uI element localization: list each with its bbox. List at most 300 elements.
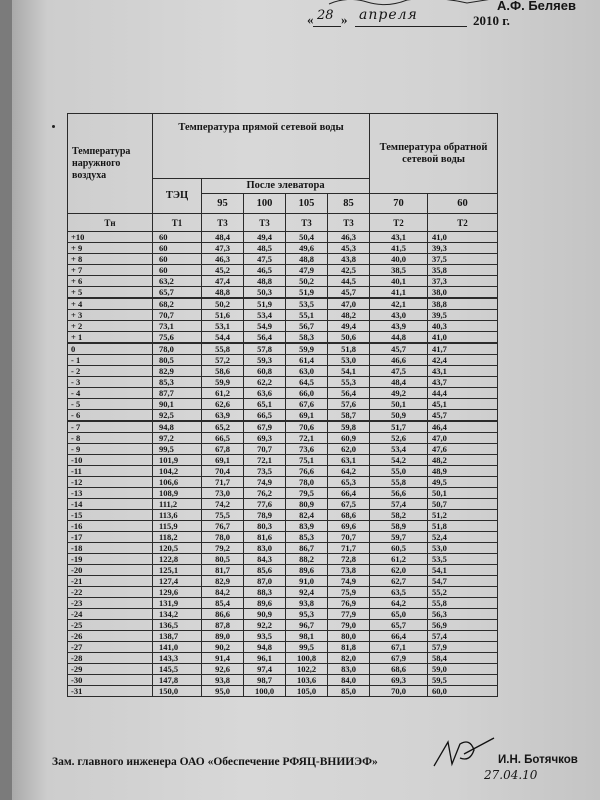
cell-elev-100: 63,6 bbox=[244, 388, 286, 399]
cell-outdoor-temp: -16 bbox=[68, 521, 153, 532]
month-underline bbox=[355, 26, 467, 27]
cell-tec-t1: 87,7 bbox=[153, 388, 202, 399]
cell-elev-105: 55,1 bbox=[286, 310, 328, 321]
table-row bbox=[68, 243, 498, 254]
table-row bbox=[68, 421, 498, 433]
cell-elev-95: 90,2 bbox=[202, 642, 244, 653]
symbol-t3: Т3 bbox=[202, 214, 244, 232]
cell-return-70: 52,6 bbox=[370, 433, 428, 444]
cell-elev-85: 67,5 bbox=[328, 499, 370, 510]
cell-return-60: 47,0 bbox=[428, 433, 498, 444]
cell-tec-t1: 138,7 bbox=[153, 631, 202, 642]
cell-elev-105: 80,9 bbox=[286, 499, 328, 510]
cell-tec-t1: 113,6 bbox=[153, 510, 202, 521]
header-outdoor-temp: Температура наружного воздуха bbox=[68, 114, 153, 214]
cell-elev-95: 80,5 bbox=[202, 554, 244, 565]
approval-year: 2010 г. bbox=[473, 13, 510, 28]
cell-elev-95: 95,0 bbox=[202, 686, 244, 697]
table-row bbox=[68, 332, 498, 344]
header-direct-water-temp: Температура прямой сетевой воды bbox=[153, 114, 370, 179]
table-row bbox=[68, 686, 498, 697]
cell-tec-t1: 134,2 bbox=[153, 609, 202, 620]
cell-elev-85: 76,9 bbox=[328, 598, 370, 609]
cell-elev-95: 84,2 bbox=[202, 587, 244, 598]
cell-elev-85: 45,3 bbox=[328, 243, 370, 254]
table-row bbox=[68, 543, 498, 554]
header-elevator-85: 85 bbox=[328, 194, 370, 214]
header-return-70: 70 bbox=[370, 194, 428, 214]
cell-tec-t1: 65,7 bbox=[153, 287, 202, 299]
table-row bbox=[68, 366, 498, 377]
symbol-t1: Т1 bbox=[153, 214, 202, 232]
cell-elev-95: 46,3 bbox=[202, 254, 244, 265]
cell-tec-t1: 141,0 bbox=[153, 642, 202, 653]
cell-elev-95: 87,8 bbox=[202, 620, 244, 631]
cell-return-70: 44,8 bbox=[370, 332, 428, 344]
cell-elev-85: 81,8 bbox=[328, 642, 370, 653]
cell-outdoor-temp: -22 bbox=[68, 587, 153, 598]
cell-elev-95: 65,2 bbox=[202, 421, 244, 433]
cell-elev-85: 72,8 bbox=[328, 554, 370, 565]
cell-elev-100: 53,4 bbox=[244, 310, 286, 321]
cell-return-60: 56,3 bbox=[428, 609, 498, 620]
cell-elev-100: 81,6 bbox=[244, 532, 286, 543]
cell-return-60: 56,9 bbox=[428, 620, 498, 631]
approver-name: А.Ф. Беляев bbox=[497, 0, 576, 13]
cell-return-70: 57,4 bbox=[370, 499, 428, 510]
footer bbox=[52, 754, 597, 794]
cell-elev-85: 44,5 bbox=[328, 276, 370, 287]
cell-elev-100: 70,7 bbox=[244, 444, 286, 455]
cell-outdoor-temp: -15 bbox=[68, 510, 153, 521]
symbol-t2: Т2 bbox=[370, 214, 428, 232]
header-tec: ТЭЦ bbox=[153, 179, 202, 214]
cell-return-70: 61,2 bbox=[370, 554, 428, 565]
cell-elev-100: 93,5 bbox=[244, 631, 286, 642]
cell-return-70: 59,7 bbox=[370, 532, 428, 543]
table-row bbox=[68, 399, 498, 410]
cell-elev-85: 70,7 bbox=[328, 532, 370, 543]
table-row bbox=[68, 298, 498, 310]
cell-elev-95: 92,6 bbox=[202, 664, 244, 675]
cell-return-60: 45,7 bbox=[428, 410, 498, 422]
dot-mark bbox=[52, 125, 55, 128]
cell-elev-105: 100,8 bbox=[286, 653, 328, 664]
cell-elev-85: 77,9 bbox=[328, 609, 370, 620]
cell-outdoor-temp: + 8 bbox=[68, 254, 153, 265]
cell-elev-85: 48,2 bbox=[328, 310, 370, 321]
cell-outdoor-temp: -30 bbox=[68, 675, 153, 686]
cell-return-60: 37,3 bbox=[428, 276, 498, 287]
cell-elev-105: 63,0 bbox=[286, 366, 328, 377]
cell-elev-85: 68,6 bbox=[328, 510, 370, 521]
cell-outdoor-temp: - 5 bbox=[68, 399, 153, 410]
table-row bbox=[68, 444, 498, 455]
cell-elev-95: 45,2 bbox=[202, 265, 244, 276]
cell-elev-95: 78,0 bbox=[202, 532, 244, 543]
cell-return-70: 56,6 bbox=[370, 488, 428, 499]
cell-return-70: 51,7 bbox=[370, 421, 428, 433]
cell-tec-t1: 120,5 bbox=[153, 543, 202, 554]
cell-outdoor-temp: + 9 bbox=[68, 243, 153, 254]
cell-elev-95: 66,5 bbox=[202, 433, 244, 444]
cell-elev-105: 91,0 bbox=[286, 576, 328, 587]
cell-elev-105: 88,2 bbox=[286, 554, 328, 565]
handwritten-date: 27.04.10 bbox=[484, 768, 538, 782]
cell-return-60: 57,9 bbox=[428, 642, 498, 653]
cell-tec-t1: 125,1 bbox=[153, 565, 202, 576]
cell-return-70: 68,6 bbox=[370, 664, 428, 675]
cell-return-60: 41,7 bbox=[428, 343, 498, 355]
cell-return-70: 45,7 bbox=[370, 343, 428, 355]
cell-return-60: 58,4 bbox=[428, 653, 498, 664]
cell-tec-t1: 104,2 bbox=[153, 466, 202, 477]
cell-return-70: 40,0 bbox=[370, 254, 428, 265]
cell-return-60: 59,0 bbox=[428, 664, 498, 675]
cell-elev-95: 62,6 bbox=[202, 399, 244, 410]
cell-outdoor-temp: + 3 bbox=[68, 310, 153, 321]
cell-elev-100: 77,6 bbox=[244, 499, 286, 510]
cell-elev-105: 58,3 bbox=[286, 332, 328, 344]
cell-return-70: 41,5 bbox=[370, 243, 428, 254]
cell-return-70: 54,2 bbox=[370, 455, 428, 466]
cell-elev-100: 100,0 bbox=[244, 686, 286, 697]
cell-elev-105: 76,6 bbox=[286, 466, 328, 477]
cell-elev-85: 51,8 bbox=[328, 343, 370, 355]
cell-elev-100: 74,9 bbox=[244, 477, 286, 488]
cell-return-70: 49,2 bbox=[370, 388, 428, 399]
cell-elev-100: 60,8 bbox=[244, 366, 286, 377]
cell-tec-t1: 94,8 bbox=[153, 421, 202, 433]
table-row bbox=[68, 477, 498, 488]
cell-outdoor-temp: - 9 bbox=[68, 444, 153, 455]
cell-outdoor-temp: -14 bbox=[68, 499, 153, 510]
cell-return-70: 55,0 bbox=[370, 466, 428, 477]
cell-elev-85: 73,8 bbox=[328, 565, 370, 576]
cell-elev-85: 45,7 bbox=[328, 287, 370, 299]
cell-outdoor-temp: -28 bbox=[68, 653, 153, 664]
day-underline bbox=[313, 26, 341, 27]
cell-elev-100: 87,0 bbox=[244, 576, 286, 587]
cell-elev-100: 84,3 bbox=[244, 554, 286, 565]
table-row bbox=[68, 343, 498, 355]
cell-elev-105: 78,0 bbox=[286, 477, 328, 488]
cell-elev-100: 54,9 bbox=[244, 321, 286, 332]
cell-outdoor-temp: -24 bbox=[68, 609, 153, 620]
cell-tec-t1: 60 bbox=[153, 243, 202, 254]
cell-tec-t1: 111,2 bbox=[153, 499, 202, 510]
symbol-t2: Т2 bbox=[428, 214, 498, 232]
cell-return-60: 53,5 bbox=[428, 554, 498, 565]
cell-outdoor-temp: + 4 bbox=[68, 298, 153, 310]
cell-elev-85: 55,3 bbox=[328, 377, 370, 388]
cell-elev-105: 64,5 bbox=[286, 377, 328, 388]
cell-elev-100: 50,3 bbox=[244, 287, 286, 299]
table-row bbox=[68, 377, 498, 388]
cell-elev-105: 79,5 bbox=[286, 488, 328, 499]
cell-elev-85: 83,0 bbox=[328, 664, 370, 675]
date-quote-close: » bbox=[341, 12, 348, 27]
cell-return-70: 50,1 bbox=[370, 399, 428, 410]
cell-elev-85: 79,0 bbox=[328, 620, 370, 631]
cell-tec-t1: 97,2 bbox=[153, 433, 202, 444]
cell-elev-85: 47,0 bbox=[328, 298, 370, 310]
cell-tec-t1: 60 bbox=[153, 232, 202, 243]
cell-return-60: 54,7 bbox=[428, 576, 498, 587]
cell-outdoor-temp: + 6 bbox=[68, 276, 153, 287]
cell-elev-100: 94,8 bbox=[244, 642, 286, 653]
cell-elev-100: 97,4 bbox=[244, 664, 286, 675]
cell-elev-85: 56,4 bbox=[328, 388, 370, 399]
cell-elev-85: 57,6 bbox=[328, 399, 370, 410]
signatory-name: И.Н. Ботячков bbox=[498, 754, 578, 766]
cell-elev-100: 47,5 bbox=[244, 254, 286, 265]
header-return-water-temp: Температура обратной сетевой воды bbox=[370, 114, 498, 194]
cell-return-70: 40,1 bbox=[370, 276, 428, 287]
approval-month: апреля bbox=[359, 7, 418, 23]
cell-outdoor-temp: -13 bbox=[68, 488, 153, 499]
cell-tec-t1: 127,4 bbox=[153, 576, 202, 587]
cell-outdoor-temp: -18 bbox=[68, 543, 153, 554]
cell-elev-95: 93,8 bbox=[202, 675, 244, 686]
cell-elev-85: 60,9 bbox=[328, 433, 370, 444]
table-row bbox=[68, 254, 498, 265]
cell-elev-100: 56,4 bbox=[244, 332, 286, 344]
cell-elev-105: 105,0 bbox=[286, 686, 328, 697]
table-row bbox=[68, 565, 498, 576]
cell-elev-100: 73,5 bbox=[244, 466, 286, 477]
cell-elev-95: 91,4 bbox=[202, 653, 244, 664]
cell-return-60: 45,1 bbox=[428, 399, 498, 410]
document-sheet bbox=[12, 0, 600, 800]
cell-elev-100: 49,4 bbox=[244, 232, 286, 243]
cell-elev-100: 80,3 bbox=[244, 521, 286, 532]
header-elevator-105: 105 bbox=[286, 194, 328, 214]
cell-outdoor-temp: - 2 bbox=[68, 366, 153, 377]
cell-return-60: 49,5 bbox=[428, 477, 498, 488]
signatory-position: Зам. главного инженера ОАО «Обеспечение РФЯЦ-ВНИИЭФ» bbox=[52, 756, 378, 768]
cell-elev-95: 48,8 bbox=[202, 287, 244, 299]
cell-tec-t1: 60 bbox=[153, 254, 202, 265]
cell-elev-100: 67,9 bbox=[244, 421, 286, 433]
table-row bbox=[68, 598, 498, 609]
table-row bbox=[68, 499, 498, 510]
cell-elev-105: 47,9 bbox=[286, 265, 328, 276]
cell-elev-100: 59,3 bbox=[244, 355, 286, 366]
cell-elev-100: 89,6 bbox=[244, 598, 286, 609]
cell-return-60: 60,0 bbox=[428, 686, 498, 697]
cell-tec-t1: 68,2 bbox=[153, 298, 202, 310]
cell-elev-100: 57,8 bbox=[244, 343, 286, 355]
cell-outdoor-temp: -10 bbox=[68, 455, 153, 466]
table-row bbox=[68, 664, 498, 675]
cell-return-60: 38,8 bbox=[428, 298, 498, 310]
cell-return-70: 43,0 bbox=[370, 310, 428, 321]
cell-return-70: 69,3 bbox=[370, 675, 428, 686]
cell-elev-105: 85,3 bbox=[286, 532, 328, 543]
cell-outdoor-temp: - 7 bbox=[68, 421, 153, 433]
cell-tec-t1: 75,6 bbox=[153, 332, 202, 344]
table-row bbox=[68, 653, 498, 664]
cell-return-60: 43,1 bbox=[428, 366, 498, 377]
cell-elev-105: 72,1 bbox=[286, 433, 328, 444]
cell-elev-105: 66,0 bbox=[286, 388, 328, 399]
cell-return-70: 63,5 bbox=[370, 587, 428, 598]
cell-elev-85: 54,1 bbox=[328, 366, 370, 377]
cell-return-70: 55,8 bbox=[370, 477, 428, 488]
cell-return-60: 41,0 bbox=[428, 232, 498, 243]
cell-elev-100: 92,2 bbox=[244, 620, 286, 631]
cell-elev-95: 47,4 bbox=[202, 276, 244, 287]
table-row bbox=[68, 532, 498, 543]
table-row bbox=[68, 355, 498, 366]
cell-return-60: 51,2 bbox=[428, 510, 498, 521]
cell-elev-105: 51,9 bbox=[286, 287, 328, 299]
cell-outdoor-temp: -27 bbox=[68, 642, 153, 653]
cell-tec-t1: 85,3 bbox=[153, 377, 202, 388]
cell-elev-95: 79,2 bbox=[202, 543, 244, 554]
cell-elev-85: 62,0 bbox=[328, 444, 370, 455]
cell-elev-100: 72,1 bbox=[244, 455, 286, 466]
cell-elev-105: 103,6 bbox=[286, 675, 328, 686]
cell-outdoor-temp: -11 bbox=[68, 466, 153, 477]
cell-tec-t1: 80,5 bbox=[153, 355, 202, 366]
table-row bbox=[68, 232, 498, 243]
cell-elev-95: 81,7 bbox=[202, 565, 244, 576]
cell-elev-100: 48,5 bbox=[244, 243, 286, 254]
table-row bbox=[68, 510, 498, 521]
cell-elev-105: 95,3 bbox=[286, 609, 328, 620]
cell-elev-95: 48,4 bbox=[202, 232, 244, 243]
cell-return-60: 51,8 bbox=[428, 521, 498, 532]
cell-elev-85: 84,0 bbox=[328, 675, 370, 686]
cell-elev-105: 92,4 bbox=[286, 587, 328, 598]
cell-elev-95: 58,6 bbox=[202, 366, 244, 377]
cell-elev-95: 71,7 bbox=[202, 477, 244, 488]
cell-elev-105: 99,5 bbox=[286, 642, 328, 653]
cell-elev-95: 67,8 bbox=[202, 444, 244, 455]
table-body bbox=[68, 232, 498, 697]
cell-elev-105: 50,4 bbox=[286, 232, 328, 243]
signatory-signature bbox=[430, 736, 500, 772]
header-elevator-100: 100 bbox=[244, 194, 286, 214]
cell-outdoor-temp: -31 bbox=[68, 686, 153, 697]
cell-outdoor-temp: - 8 bbox=[68, 433, 153, 444]
cell-elev-105: 89,6 bbox=[286, 565, 328, 576]
cell-tec-t1: 92,5 bbox=[153, 410, 202, 422]
cell-return-70: 65,0 bbox=[370, 609, 428, 620]
cell-outdoor-temp: - 1 bbox=[68, 355, 153, 366]
cell-tec-t1: 145,5 bbox=[153, 664, 202, 675]
cell-elev-95: 55,8 bbox=[202, 343, 244, 355]
table-row bbox=[68, 576, 498, 587]
cell-return-60: 39,3 bbox=[428, 243, 498, 254]
cell-return-70: 67,9 bbox=[370, 653, 428, 664]
cell-return-60: 40,3 bbox=[428, 321, 498, 332]
table-row bbox=[68, 455, 498, 466]
cell-tec-t1: 122,8 bbox=[153, 554, 202, 565]
cell-elev-105: 86,7 bbox=[286, 543, 328, 554]
cell-elev-100: 69,3 bbox=[244, 433, 286, 444]
table-row bbox=[68, 488, 498, 499]
cell-elev-105: 49,6 bbox=[286, 243, 328, 254]
cell-elev-95: 73,0 bbox=[202, 488, 244, 499]
cell-return-60: 42,4 bbox=[428, 355, 498, 366]
cell-return-60: 54,1 bbox=[428, 565, 498, 576]
cell-elev-85: 42,5 bbox=[328, 265, 370, 276]
cell-return-60: 52,4 bbox=[428, 532, 498, 543]
date-quote-open: « bbox=[307, 12, 314, 27]
table-row bbox=[68, 466, 498, 477]
cell-elev-100: 78,9 bbox=[244, 510, 286, 521]
cell-tec-t1: 143,3 bbox=[153, 653, 202, 664]
cell-outdoor-temp: -25 bbox=[68, 620, 153, 631]
cell-elev-95: 82,9 bbox=[202, 576, 244, 587]
cell-elev-100: 65,1 bbox=[244, 399, 286, 410]
cell-elev-105: 83,9 bbox=[286, 521, 328, 532]
cell-elev-105: 67,6 bbox=[286, 399, 328, 410]
cell-elev-95: 51,6 bbox=[202, 310, 244, 321]
cell-return-70: 62,0 bbox=[370, 565, 428, 576]
cell-elev-95: 70,4 bbox=[202, 466, 244, 477]
cell-elev-105: 56,7 bbox=[286, 321, 328, 332]
cell-elev-105: 48,8 bbox=[286, 254, 328, 265]
table-row bbox=[68, 310, 498, 321]
cell-tec-t1: 136,5 bbox=[153, 620, 202, 631]
cell-elev-105: 75,1 bbox=[286, 455, 328, 466]
cell-elev-85: 66,4 bbox=[328, 488, 370, 499]
cell-elev-100: 90,9 bbox=[244, 609, 286, 620]
cell-elev-100: 98,7 bbox=[244, 675, 286, 686]
table-row bbox=[68, 521, 498, 532]
table-row bbox=[68, 433, 498, 444]
cell-tec-t1: 60 bbox=[153, 265, 202, 276]
cell-tec-t1: 150,0 bbox=[153, 686, 202, 697]
cell-tec-t1: 82,9 bbox=[153, 366, 202, 377]
cell-tec-t1: 63,2 bbox=[153, 276, 202, 287]
cell-outdoor-temp: -17 bbox=[68, 532, 153, 543]
cell-elev-105: 53,5 bbox=[286, 298, 328, 310]
cell-tec-t1: 108,9 bbox=[153, 488, 202, 499]
cell-outdoor-temp: 0 bbox=[68, 343, 153, 355]
cell-elev-95: 59,9 bbox=[202, 377, 244, 388]
cell-elev-85: 82,0 bbox=[328, 653, 370, 664]
table-row bbox=[68, 321, 498, 332]
cell-return-70: 65,7 bbox=[370, 620, 428, 631]
cell-elev-85: 80,0 bbox=[328, 631, 370, 642]
cell-return-60: 59,5 bbox=[428, 675, 498, 686]
cell-return-60: 57,4 bbox=[428, 631, 498, 642]
cell-elev-105: 82,4 bbox=[286, 510, 328, 521]
cell-return-60: 35,8 bbox=[428, 265, 498, 276]
cell-return-70: 48,4 bbox=[370, 377, 428, 388]
cell-outdoor-temp: -23 bbox=[68, 598, 153, 609]
cell-return-60: 39,5 bbox=[428, 310, 498, 321]
cell-elev-85: 65,3 bbox=[328, 477, 370, 488]
table-row bbox=[68, 587, 498, 598]
cell-return-70: 53,4 bbox=[370, 444, 428, 455]
cell-elev-105: 102,2 bbox=[286, 664, 328, 675]
approval-day: 28 bbox=[317, 8, 334, 23]
cell-outdoor-temp: + 1 bbox=[68, 332, 153, 344]
cell-elev-105: 50,2 bbox=[286, 276, 328, 287]
cell-tec-t1: 118,2 bbox=[153, 532, 202, 543]
cell-elev-85: 75,9 bbox=[328, 587, 370, 598]
cell-elev-100: 88,3 bbox=[244, 587, 286, 598]
cell-elev-85: 64,2 bbox=[328, 466, 370, 477]
table-row bbox=[68, 388, 498, 399]
cell-return-60: 48,9 bbox=[428, 466, 498, 477]
